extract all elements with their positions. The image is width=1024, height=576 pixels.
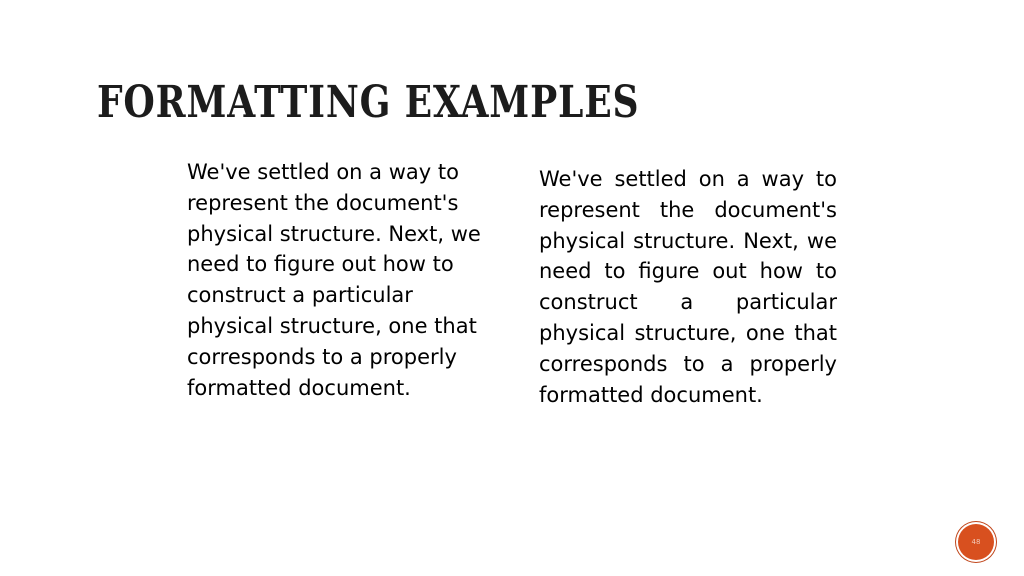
slide-title: FORMATTING EXAMPLES [97,77,640,128]
page-number-badge [958,524,994,560]
left-text-column: We've settled on a way to represent the document's physical structure. Next, we need to figure out how to construct a particular physical structure, one that corresponds to a properly formatted document. [187,160,481,400]
right-text-column-justified: We've settled on a way to represent the document's physical structure. Next, we need to figure out how to construct a particular physical structure, one that corresponds to a properly formatted document. [539,167,837,407]
page-number: 48 [971,538,981,546]
